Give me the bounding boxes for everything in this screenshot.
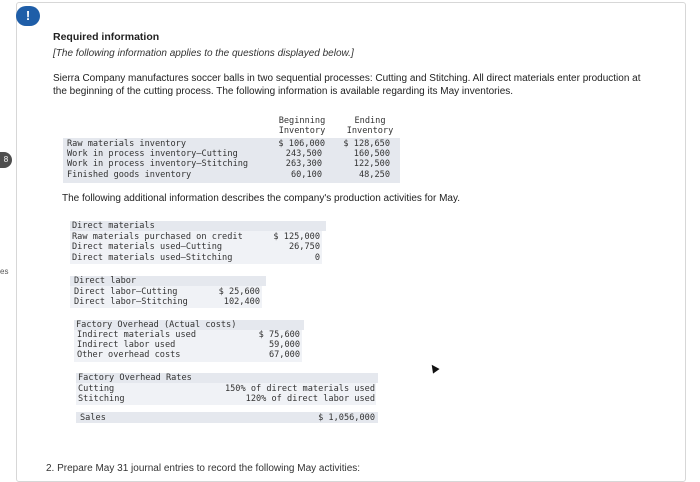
inventory-ending-wip-cutting: 160,500	[353, 149, 390, 159]
header-beginning-inventory: Beginning Inventory	[278, 116, 326, 137]
question-prompt: 2. Prepare May 31 journal entries to record the following May activities:	[46, 463, 361, 474]
inventory-ending-wip-stitching: 122,500	[353, 159, 390, 169]
sales-label: Sales	[80, 413, 106, 423]
direct-labor-value-cutting: $ 25,600	[218, 287, 260, 297]
overhead-rates-title: Factory Overhead Rates	[78, 373, 192, 383]
inventory-ending-raw-materials: $ 128,650	[343, 139, 390, 149]
alert-badge[interactable]: !	[16, 6, 40, 26]
direct-labor-label-stitching: Direct labor—Stitching	[74, 297, 188, 307]
factory-overhead-label-indirect-labor: Indirect labor used	[77, 340, 176, 350]
inventory-label-wip-cutting: Work in process inventory—Cutting	[67, 149, 238, 159]
inventory-label-finished-goods: Finished goods inventory	[67, 170, 192, 180]
factory-overhead-value-indirect-materials: $ 75,600	[258, 330, 300, 340]
side-tab-text: es	[0, 267, 9, 276]
direct-labor-label-cutting: Direct labor—Cutting	[74, 287, 178, 297]
intro-paragraph: Sierra Company manufactures soccer balls in two sequential processes: Cutting and Stitching. All direct materials enter production at the beginning of the cutting process. The following information is available regarding its May inventories.	[53, 73, 641, 97]
header-ending-inventory: Ending Inventory	[346, 116, 394, 137]
inventory-beginning-finished-goods: 60,100	[290, 170, 322, 180]
direct-materials-label-cutting: Direct materials used—Cutting	[72, 242, 223, 252]
factory-overhead-label-indirect-materials: Indirect materials used	[77, 330, 196, 340]
overhead-rates-label-stitching: Stitching	[78, 394, 125, 404]
factory-overhead-title: Factory Overhead (Actual costs)	[76, 320, 237, 330]
direct-labor-title: Direct labor	[74, 276, 137, 286]
direct-materials-value-purchased: $ 125,000	[273, 232, 320, 242]
section-heading: Required information	[53, 31, 160, 43]
factory-overhead-value-other: 67,000	[268, 350, 300, 360]
overhead-rates-value-cutting: 150% of direct materials used	[224, 384, 375, 394]
inventory-beginning-raw-materials: $ 106,000	[278, 139, 325, 149]
direct-materials-label-stitching: Direct materials used—Stitching	[72, 253, 233, 263]
inventory-label-wip-stitching: Work in process inventory—Stitching	[67, 159, 249, 169]
instruction-note: [The following information applies to the questions displayed below.]	[53, 48, 354, 59]
side-tab-marker[interactable]: 8	[0, 152, 12, 168]
direct-materials-title: Direct materials	[72, 221, 155, 231]
inventory-beginning-wip-cutting: 243,500	[285, 149, 322, 159]
direct-materials-value-cutting: 26,750	[288, 242, 320, 252]
direct-labor-value-stitching: 102,400	[223, 297, 260, 307]
sales-value: $ 1,056,000	[318, 413, 375, 423]
direct-materials-label-purchased: Raw materials purchased on credit	[72, 232, 243, 242]
overhead-rates-label-cutting: Cutting	[78, 384, 115, 394]
factory-overhead-value-indirect-labor: 59,000	[268, 340, 300, 350]
inventory-beginning-wip-stitching: 263,300	[285, 159, 322, 169]
inventory-label-raw-materials: Raw materials inventory	[67, 139, 186, 149]
additional-info-paragraph: The following additional information describes the company's production activities for May.	[62, 193, 461, 204]
inventory-ending-finished-goods: 48,250	[358, 170, 390, 180]
factory-overhead-label-other: Other overhead costs	[77, 350, 181, 360]
direct-materials-value-stitching: 0	[314, 253, 320, 263]
overhead-rates-value-stitching: 120% of direct labor used	[245, 394, 375, 404]
